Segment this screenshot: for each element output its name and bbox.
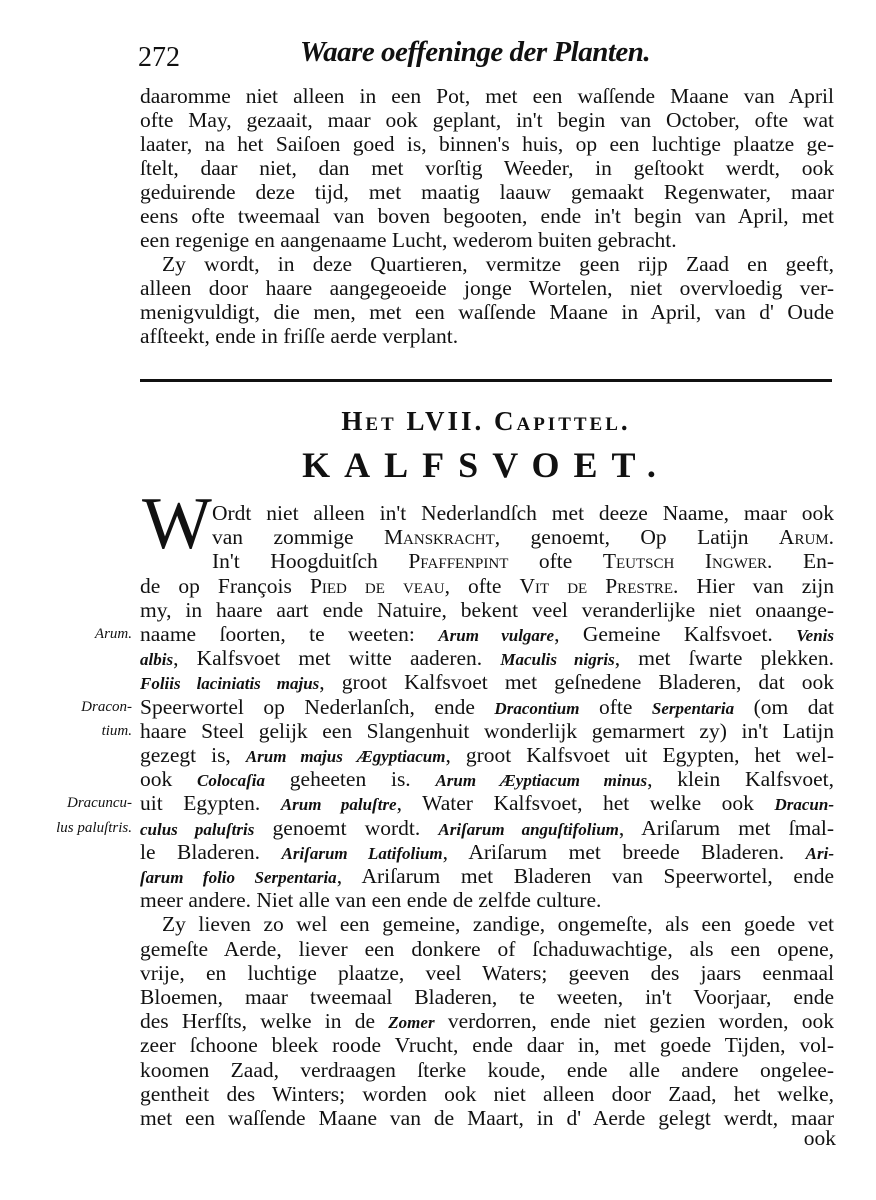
latin-name: albis	[140, 650, 174, 670]
text-segment: afſteekt, ende in friſſe aerde verplant.	[140, 324, 459, 348]
text-line	[140, 1082, 834, 1106]
latin-name: ſarum folio Serpentaria	[140, 868, 337, 887]
chapter-title: KALFSVOET.	[302, 445, 670, 485]
small-caps-term: Pfaffenpint	[408, 549, 509, 574]
text-line	[140, 840, 834, 864]
margin-note: Dracuncu-	[67, 795, 132, 812]
text-segment: eens ofte tweemaal van boven begooten, ende in't begin van April, met	[140, 204, 834, 228]
text-segment: , Water Kalfsvoet, het welke ook	[396, 791, 775, 816]
text-line	[162, 252, 834, 276]
chapter-heading: Het LVII. Capittel.	[341, 406, 631, 436]
latin-name: Arum paluſtre	[280, 795, 397, 815]
text-line	[140, 1106, 834, 1130]
small-caps-term: Teutsch Ingwer.	[602, 549, 773, 574]
latin-name: Serpentaria	[651, 698, 735, 718]
text-segment: koomen Zaad, verdraagen ſterke koude, ende alle andere ongelee-	[140, 1057, 834, 1082]
text-line	[140, 228, 834, 252]
text-line	[140, 695, 834, 719]
text-segment: , met ſwarte plekken.	[614, 646, 834, 671]
small-caps-term: Manskracht	[383, 525, 495, 550]
drop-cap: W	[142, 483, 212, 565]
text-segment: gentheit des Winters; worden ook niet alleen door Zaad, het welke,	[140, 1081, 834, 1106]
text-line	[140, 1033, 834, 1057]
text-segment: In't Hoogduitſch	[212, 549, 409, 574]
text-line	[212, 501, 834, 525]
text-segment: geduirende deze tijd, met maatig laauw gemaakt Regenwater, maar	[140, 180, 834, 204]
text-line	[140, 180, 834, 204]
text-segment: vrije, en luchtige plaatze, veel Waters; geeven des jaars eenmaal	[140, 960, 834, 985]
margin-note: Dracon-	[81, 698, 132, 715]
catchword: ook	[803, 1126, 836, 1150]
text-segment: uit Egypten.	[140, 791, 281, 816]
small-caps-term: Arum.	[778, 525, 834, 550]
text-segment: laater, na het Saiſoen goed is, binnen's huis, op een luchtige plaatze ge-	[140, 132, 834, 156]
text-segment: gezegt is,	[140, 743, 246, 767]
running-title: Waare oeffeninge der Planten.	[300, 36, 651, 68]
latin-name: Venis	[796, 626, 834, 645]
text-line	[140, 864, 834, 888]
text-line	[140, 276, 834, 300]
text-segment: zeer ſchoone bleek roode Vrucht, ende daar in, met goede Tijden, vol-	[140, 1033, 834, 1058]
text-segment: Ordt niet alleen in't Nederlandſch met deeze Naame, maar ook	[212, 501, 834, 525]
text-segment: ofte	[508, 549, 603, 574]
text-line	[140, 646, 834, 670]
text-line	[140, 622, 834, 646]
latin-name: Maculis nigris	[500, 650, 615, 670]
latin-name: Ariſarum Latifolium	[281, 843, 443, 863]
section-divider	[140, 379, 832, 382]
text-segment: met een waſſende Maane van de Maart, in d' Aerde gelegt werdt, maar	[140, 1106, 834, 1130]
text-segment: des Herfſts, welke in de	[140, 1009, 389, 1034]
text-segment: gemeſte Aerde, liever een donkere of ſchaduwachtige, als een opene,	[140, 936, 834, 961]
text-segment: Bloemen, maar tweemaal Bladeren, te weeten, in't Voorjaar, ende	[140, 985, 834, 1009]
text-segment: van zommige	[212, 525, 384, 550]
text-segment: my, in haare aart ende Natuire, bekent veel veranderlijke niet onaange-	[140, 597, 834, 622]
margin-note: tium.	[101, 722, 132, 739]
small-caps-term: Pied de veau	[309, 573, 445, 598]
text-segment: Zy lieven zo wel een gemeine, zandige, ongemeſte, als een goede vet	[162, 912, 834, 937]
text-line	[140, 791, 834, 815]
text-line	[140, 670, 834, 694]
text-segment: le Bladeren.	[140, 839, 282, 864]
margin-note: lus paluſtris.	[56, 819, 132, 836]
text-segment: haare Steel gelijk een Slangenhuit wonderlijk gemarmert zy) in't Latijn	[140, 718, 834, 743]
text-segment: naame ſoorten, te weeten:	[140, 622, 439, 646]
latin-name: Foliis laciniatis majus	[140, 674, 320, 694]
text-line	[212, 525, 834, 549]
latin-name: Arum vulgare	[438, 626, 555, 645]
text-line	[140, 743, 834, 767]
latin-name: Ari-	[805, 843, 834, 863]
text-segment: de op François	[140, 573, 310, 598]
small-caps-term: Vit de Prestre.	[519, 573, 679, 598]
latin-name: Arum majus Ægyptiacum	[245, 747, 446, 766]
text-line	[140, 767, 834, 791]
text-segment: daaromme niet alleen in een Pot, met een waſſende Maane van April	[140, 84, 834, 108]
text-line	[140, 300, 834, 324]
text-segment: ook	[140, 767, 198, 792]
text-segment: geheeten is.	[265, 767, 436, 792]
text-line	[140, 937, 834, 961]
margin-note: Arum.	[94, 626, 132, 642]
text-line	[140, 719, 834, 743]
text-segment: , Kalfsvoet met witte aaderen.	[173, 646, 501, 671]
text-line	[140, 888, 834, 912]
text-segment: (om dat	[734, 694, 834, 719]
latin-name: Dracontium	[494, 698, 580, 718]
text-line	[162, 912, 834, 936]
latin-name: Dracun-	[774, 795, 834, 815]
latin-name: Zomer	[388, 1013, 435, 1033]
text-line	[140, 1058, 834, 1082]
text-line	[140, 1009, 834, 1033]
text-line	[140, 598, 834, 622]
text-segment: Speerwortel op Nederlanſch, ende	[140, 694, 495, 719]
text-segment: Hier van zijn	[678, 573, 834, 598]
latin-name: Arum Æyptiacum minus	[435, 771, 648, 791]
text-segment: , Ariſarum met Bladeren van Speerwortel, ende	[336, 864, 834, 888]
text-segment: alleen door haare aangegeoeide jonge Wortelen, niet overvloedig ver-	[140, 276, 834, 300]
text-segment: , Gemeine Kalfsvoet.	[554, 622, 797, 646]
text-line	[212, 549, 834, 573]
text-segment: ofte May, gezaait, maar ook geplant, in't begin van October, ofte wat	[140, 108, 834, 132]
text-line	[140, 108, 834, 132]
page-number: 272	[138, 42, 180, 73]
text-line	[140, 985, 834, 1009]
text-segment: , Ariſarum met breede Bladeren.	[442, 839, 806, 864]
text-line	[140, 961, 834, 985]
text-line	[140, 156, 834, 180]
text-segment: een regenige en aangenaame Lucht, wederom buiten gebracht.	[140, 228, 677, 252]
text-line	[140, 132, 834, 156]
text-segment: , groot Kalfsvoet uit Egypten, het wel-	[445, 743, 834, 767]
text-segment: verdorren, ende niet gezien worden, ook	[434, 1009, 834, 1034]
text-segment: , ofte	[444, 573, 520, 598]
text-segment: genoemt wordt.	[254, 815, 439, 840]
latin-name: Colocaſia	[197, 771, 266, 791]
text-line	[140, 204, 834, 228]
text-segment: , groot Kalfsvoet met geſnedene Bladeren, dat ook	[319, 670, 834, 695]
text-segment: En-	[772, 549, 835, 574]
text-line	[140, 324, 834, 348]
text-segment: , klein Kalfsvoet,	[647, 767, 835, 792]
text-segment: ſtelt, daar niet, dan met vorſtig Weeder, in geſtookt werdt, ook	[140, 156, 834, 180]
text-segment: menigvuldigt, die men, met een waſſende Maane in April, van d' Oude	[140, 300, 834, 324]
text-line	[140, 816, 834, 840]
text-segment: Zy wordt, in deze Quartieren, vermitze geen rijp Zaad en geeft,	[162, 252, 834, 276]
text-segment: , genoemt, Op Latijn	[494, 525, 779, 550]
latin-name: Ariſarum anguſtifolium	[438, 819, 619, 839]
text-line	[140, 84, 834, 108]
text-segment: ofte	[579, 694, 652, 719]
text-segment: meer andere. Niet alle van een ende de zelfde culture.	[140, 888, 602, 913]
text-line	[140, 574, 834, 598]
latin-name: culus paluſtris	[140, 819, 255, 839]
text-segment: , Ariſarum met ſmal-	[618, 815, 835, 840]
